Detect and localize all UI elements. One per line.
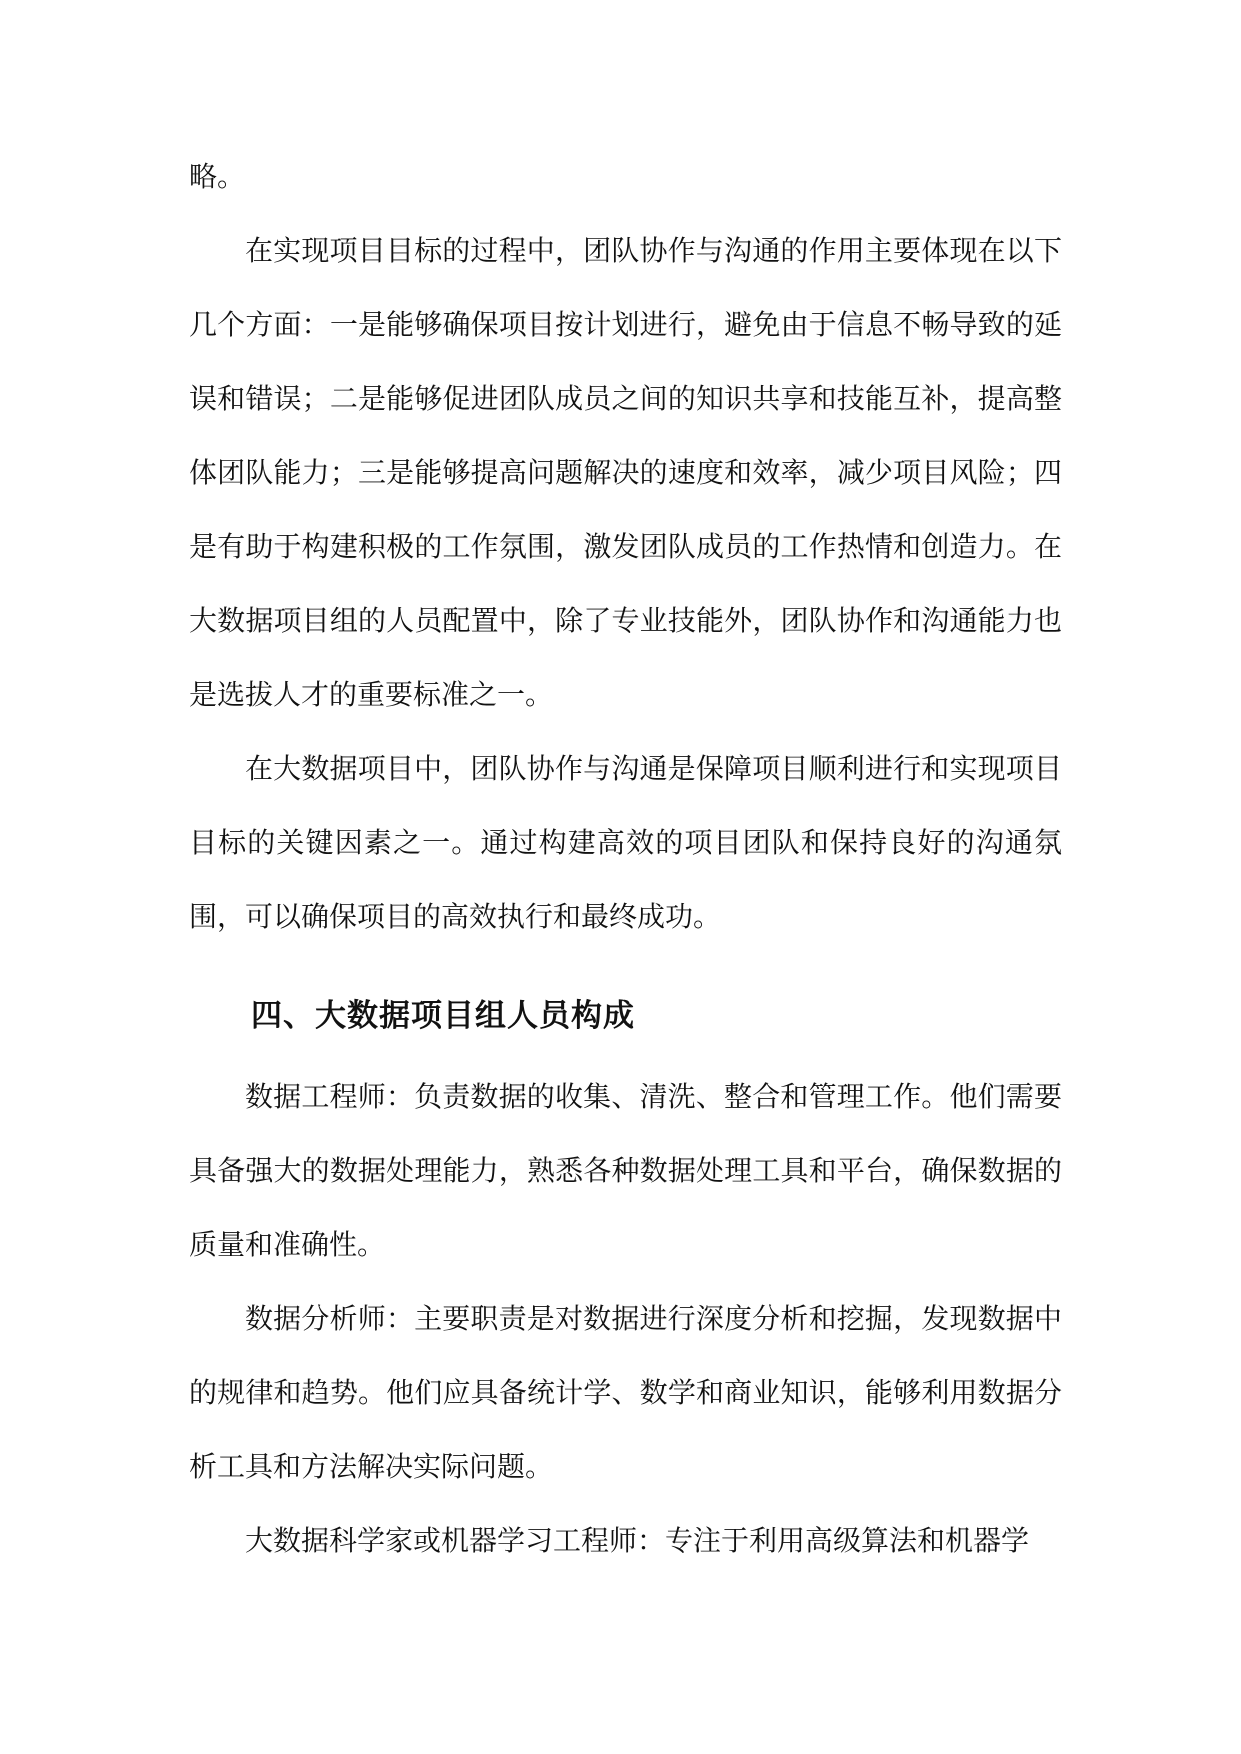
section-heading: 四、大数据项目组人员构成 xyxy=(251,998,635,1034)
document-body xyxy=(189,140,1062,1578)
paragraph-continuation: 略。 xyxy=(189,160,246,193)
paragraph-data-engineer: 数据工程师：负责数据的收集、清洗、整合和管理工作。他们需要具备强大的数据处理能力，熟悉各种数据处理工具和平台，确保数据的质量和准确性。 xyxy=(189,1080,1062,1261)
paragraph-teamwork-summary: 在大数据项目中，团队协作与沟通是保障项目顺利进行和实现项目目标的关键因素之一。通过构建高效的项目团队和保持良好的沟通氛围，可以确保项目的高效执行和最终成功。 xyxy=(189,752,1062,933)
paragraph-teamwork-roles: 在实现项目目标的过程中，团队协作与沟通的作用主要体现在以下几个方面：一是能够确保项目按计划进行，避免由于信息不畅导致的延误和错误；二是能够促进团队成员之间的知识共享和技能互补，提高整体团队能力；三是能够提高问题解决的速度和效率，减少项目风险；四是有助于构建积极的工作氛围，激发团队成员的工作热情和创造力。在大数据项目组的人员配置中，除了专业技能外，团队协作和沟通能力也是选拔人才的重要标准之一。 xyxy=(189,234,1062,711)
paragraph-data-analyst: 数据分析师：主要职责是对数据进行深度分析和挖掘，发现数据中的规律和趋势。他们应具备统计学、数学和商业知识，能够利用数据分析工具和方法解决实际问题。 xyxy=(189,1302,1062,1483)
paragraph-data-scientist: 大数据科学家或机器学习工程师：专注于利用高级算法和机器学 xyxy=(245,1524,1030,1557)
